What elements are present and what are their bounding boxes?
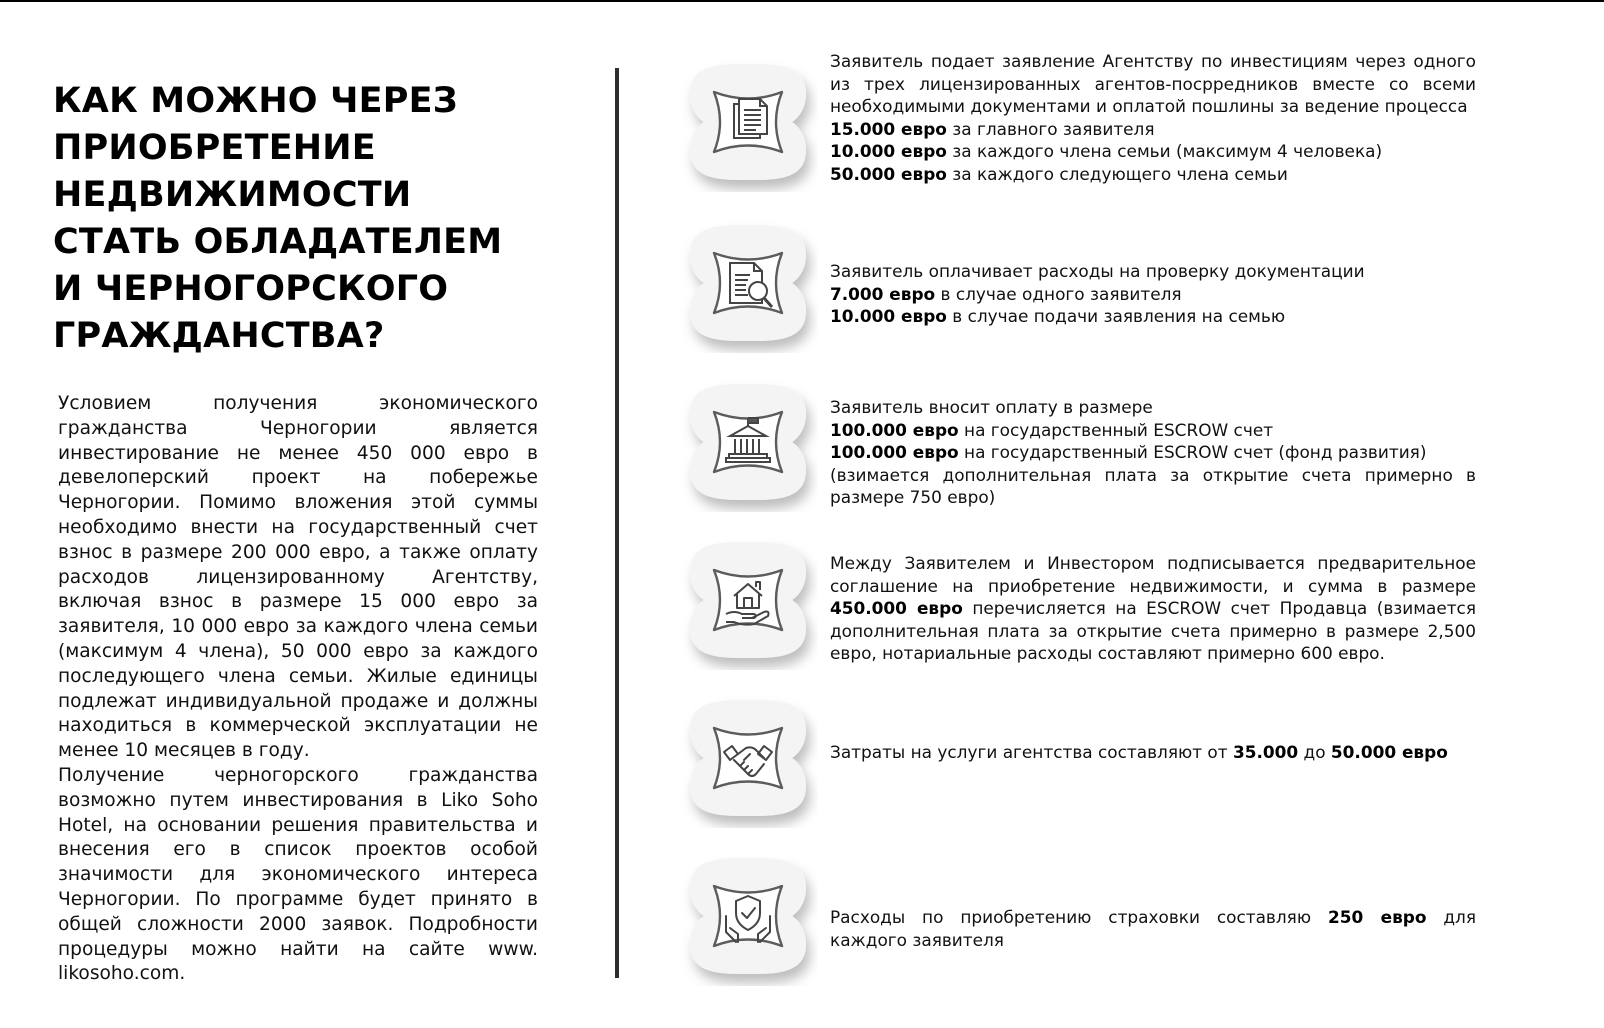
document-icon [678, 52, 818, 192]
title-line: НЕДВИЖИМОСТИ [53, 175, 412, 215]
purchase-amount: 450.000 евро [830, 598, 963, 618]
fee-description: в случае одного заявителя [935, 283, 1182, 304]
step-1-fee-line [830, 163, 1476, 186]
step-3-fee-line [830, 441, 1476, 464]
step-6-text [830, 906, 1476, 951]
vertical-divider [615, 68, 619, 978]
document-search-icon [678, 213, 818, 353]
agency-fee-max: 50.000 евро [1330, 742, 1448, 762]
title-line: И ЧЕРНОГОРСКОГО [53, 269, 449, 309]
page-title [53, 78, 553, 360]
fee-description: за главного заявителя [946, 118, 1155, 139]
intro-paragraph-requirements: Условием получения экономического гражданства Черногории является инвестирование не менее 450 000 евро в девелоперский проект на побережье Черногории. Помимо вложения этой суммы необходимо внести на государственный счет взнос в размере 200 000 евро, а также оплату расходов лицензированному Агентству, включая взнос в размере 15 000 евро за заявителя, 10 000 евро за каждого члена семьи (максимум 4 члена), 50 000 евро за каждого последующего члена семьи. Жилые единицы подлежат индивидуальной продаже и должны находиться в коммерческой эксплуатации не менее 10 месяцев в году. [58, 393, 538, 762]
step-5-text [830, 741, 1476, 764]
step-3-escrow-payment [830, 396, 1476, 509]
step-3-note: (взимается дополнительная плата за открытие счета примерно в размере 750 евро) [830, 464, 1476, 507]
step-5-text-mid: до [1298, 742, 1331, 762]
step-6-insurance [830, 906, 1476, 951]
handshake-icon [678, 688, 818, 828]
fee-description: на государственный ESCROW счет [958, 419, 1274, 440]
step-6-text-end: для каждого заявителя [830, 907, 1476, 950]
shield-hands-icon [678, 846, 818, 986]
step-3-fee-line [830, 419, 1476, 442]
step-1-fee-line [830, 140, 1476, 163]
step-1-fee-line [830, 118, 1476, 141]
intro-paragraph-liko-soho: Получение черногорского гражданства возможно путем инвестирования в Liko Soho Hotel, на основании решения правительства и внесения его в список проектов особой значимости для экономического интереса Черногории. По программе будет принято в общей сложности 2000 заявок. Подробности процедуры можно найти на сайте www. likosoho.com. [58, 764, 538, 985]
step-4-text [830, 552, 1476, 665]
fee-amount: 15.000 евро [830, 118, 947, 139]
step-5-agency-fees [830, 741, 1476, 764]
fee-amount: 100.000 евро [830, 442, 959, 462]
title-line: ПРИОБРЕТЕНИЕ [53, 128, 376, 168]
step-5-text-start: Затраты на услуги агентства составляют от [830, 742, 1233, 762]
step-2-text: Заявитель оплачивает расходы на проверку документации [830, 261, 1365, 281]
bank-icon [678, 372, 818, 512]
title-line: СТАТЬ ОБЛАДАТЕЛЕМ [53, 222, 503, 262]
step-4-text-start: Между Заявителем и Инвестором подписывается предварительное соглашение на приобретение недвижимости, и сумма в размере [830, 553, 1476, 596]
fee-description: за каждого члена семьи (максимум 4 человека) [946, 141, 1383, 161]
fee-amount: 10.000 евро [830, 306, 947, 326]
fee-description: в случае подачи заявления на семью [946, 306, 1286, 326]
fee-description: за каждого следующего члена семьи [946, 163, 1288, 184]
fee-amount: 7.000 евро [830, 283, 936, 304]
step-2-fee-line [830, 305, 1476, 328]
step-6-text-start: Расходы по приобретению страховки составляю [830, 907, 1328, 927]
step-3-text: Заявитель вносит оплату в размере [830, 397, 1153, 417]
step-2-document-check [830, 260, 1476, 328]
step-1-application [830, 50, 1476, 185]
insurance-amount: 250 евро [1327, 907, 1427, 927]
fee-amount: 100.000 евро [830, 419, 959, 440]
step-2-fee-line [830, 283, 1476, 306]
title-line: ГРАЖДАНСТВА? [53, 316, 385, 356]
step-4-purchase-agreement [830, 552, 1476, 665]
step-1-text: Заявитель подает заявление Агентству по инвестициям через одного из трех лицензированных агентов-посрредников вместе со всеми необходимыми документами и оплатой пошлины за ведение процесса [830, 51, 1476, 116]
top-border-line [0, 0, 1604, 2]
step-4-text-end: перечисляется на ESCROW счет Продавца (взимается дополнительная плата за открытие счета примерно в размере 2,500 евро, нотариальные расходы составляют примерно 600 евро. [830, 598, 1477, 663]
house-hand-icon [678, 530, 818, 670]
title-line: КАК МОЖНО ЧЕРЕЗ [53, 81, 458, 121]
intro-text [58, 392, 538, 987]
fee-amount: 10.000 евро [830, 141, 947, 161]
agency-fee-min: 35.000 [1232, 742, 1299, 762]
fee-description: на государственный ESCROW счет (фонд развития) [958, 442, 1427, 462]
fee-amount: 50.000 евро [830, 163, 947, 184]
